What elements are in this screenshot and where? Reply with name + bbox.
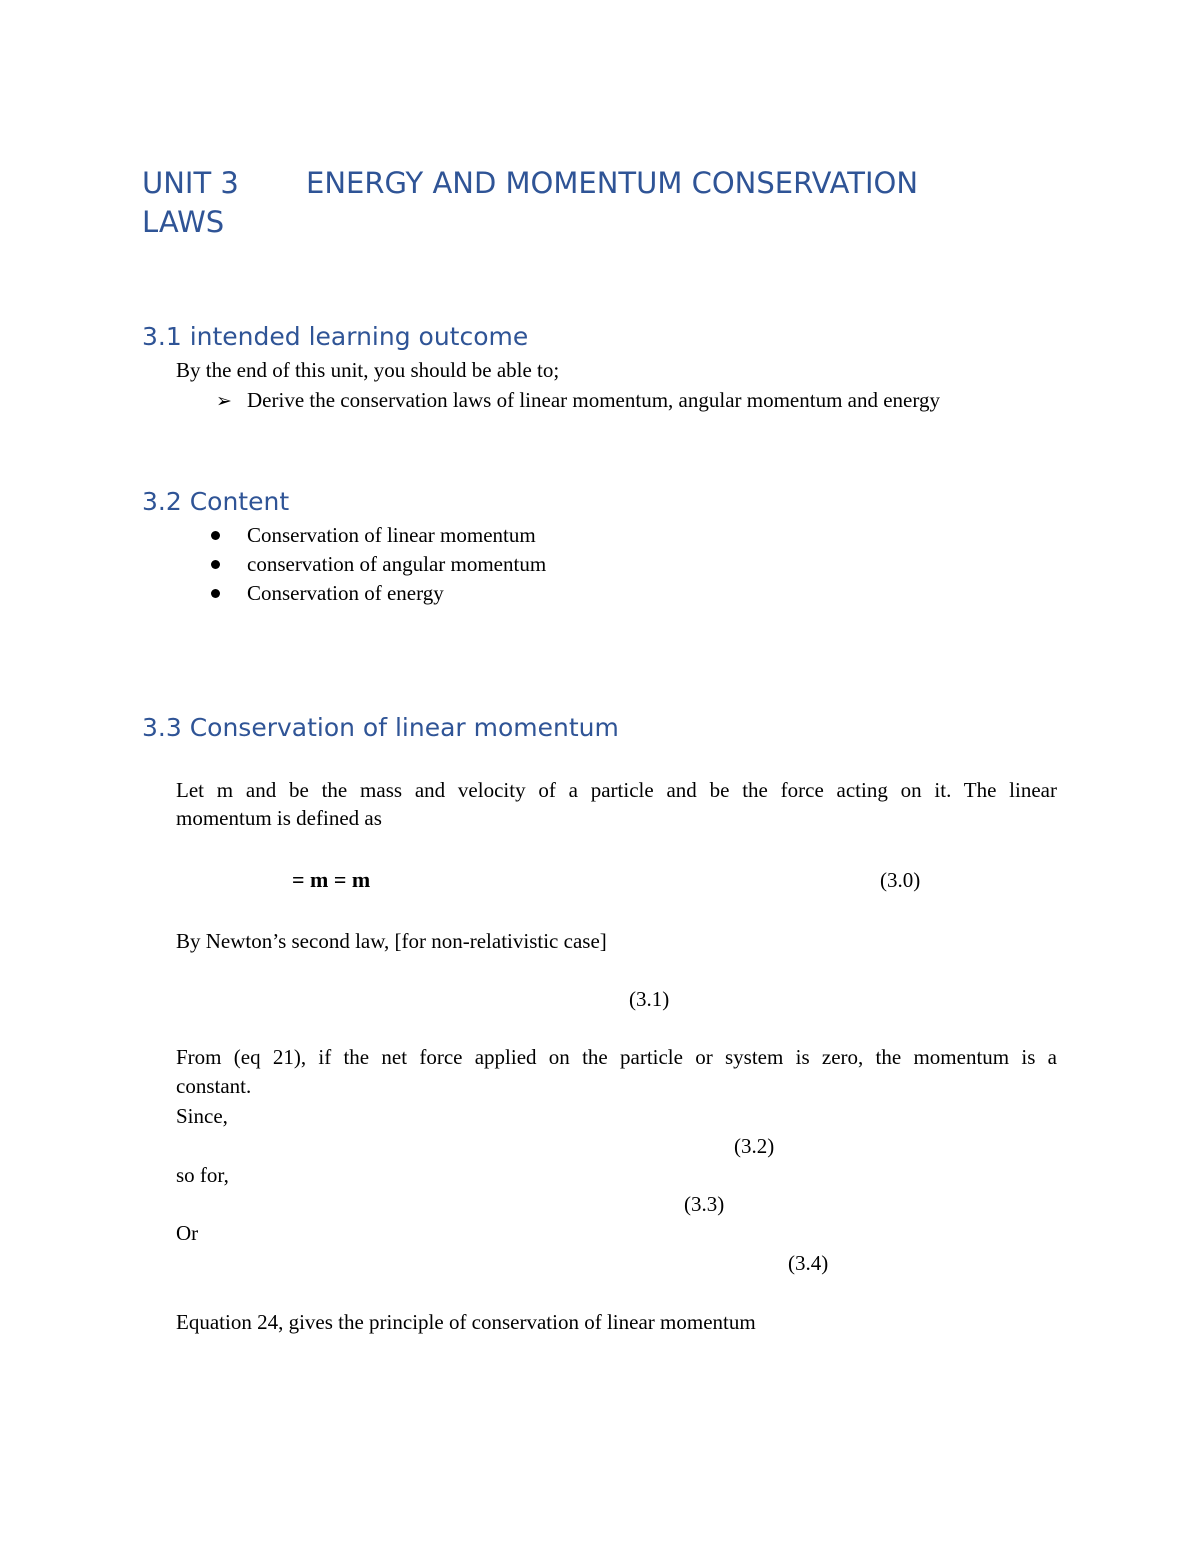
bullet-dot-icon [211, 531, 220, 540]
bullet-dot-icon [211, 589, 220, 598]
unit-title: ENERGY AND MOMENTUM CONSERVATION [306, 166, 919, 200]
section-3-2-heading: 3.2 Content [142, 487, 290, 516]
paragraph-line: Let m and be the mass and velocity of a particle and be the force acting on it. The linear [176, 778, 1057, 802]
paragraph-line: constant. [176, 1074, 252, 1098]
unit-title-continued: LAWS [142, 205, 225, 239]
equation-number: (3.4) [788, 1251, 829, 1275]
paragraph: Or [176, 1221, 199, 1245]
equation-number: (3.3) [684, 1192, 725, 1216]
paragraph-line: momentum is defined as [176, 806, 382, 830]
equation-number: (3.1) [629, 987, 670, 1011]
arrow-bullet-icon: ➢ [216, 390, 232, 412]
paragraph: Since, [176, 1104, 228, 1128]
paragraph-line: From (eq 21), if the net force applied on the particle or system is zero, the momentum is a [176, 1045, 1057, 1069]
equation-3-0: = m = m [292, 867, 371, 892]
equation-number: (3.2) [734, 1134, 775, 1158]
section-3-3-heading: 3.3 Conservation of linear momentum [142, 713, 619, 742]
paragraph: Equation 24, gives the principle of conservation of linear momentum [176, 1310, 756, 1334]
section-3-1-intro: By the end of this unit, you should be able to; [176, 358, 560, 382]
unit-label: UNIT 3 [142, 166, 239, 200]
paragraph: so for, [176, 1163, 229, 1187]
content-item: conservation of angular momentum [247, 552, 547, 576]
bullet-dot-icon [211, 560, 220, 569]
outcome-item: Derive the conservation laws of linear momentum, angular momentum and energy [247, 388, 940, 412]
equation-number: (3.0) [880, 868, 921, 892]
section-3-1-heading: 3.1 intended learning outcome [142, 322, 529, 351]
content-item: Conservation of linear momentum [247, 523, 536, 547]
content-item: Conservation of energy [247, 581, 444, 605]
paragraph: By Newton’s second law, [for non-relativistic case] [176, 929, 607, 953]
